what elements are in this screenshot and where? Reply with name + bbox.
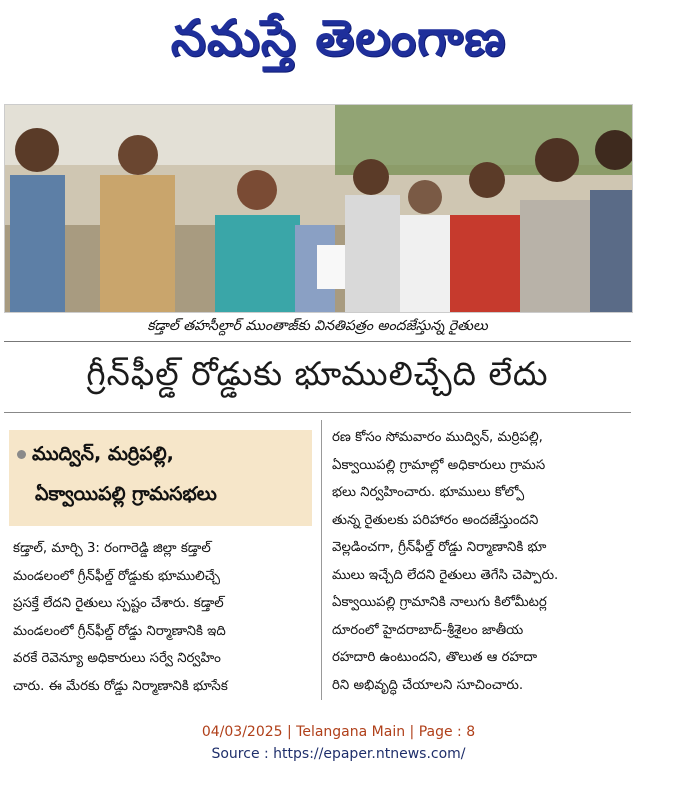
photo-illustration bbox=[5, 105, 632, 312]
column-divider bbox=[321, 420, 322, 700]
headline-divider bbox=[4, 412, 631, 413]
source-link[interactable]: Source : https://epaper.ntnews.com/ bbox=[211, 746, 466, 762]
body-line: ములు ఇచ్చేది లేదని రైతులు తెగేసి చెప్పారు. bbox=[332, 567, 559, 583]
body-line: రహదారి ఉంటుందని, తొలుత ఆ రహదా bbox=[332, 650, 538, 665]
subhead-line-1: ముద్విన్, మర్రిపల్లి, bbox=[32, 443, 174, 465]
body-line: మండలంలో గ్రీన్‌ఫీల్డ్ రోడ్డుకు భూములిచ్చే bbox=[13, 568, 221, 584]
body-line: ఏక్వాయిపల్లి గ్రామాల్లో అధికారులు గ్రామస bbox=[332, 457, 546, 473]
body-line: ఏక్వాయిపల్లి గ్రామానికి నాలుగు కిలోమీటర్ల bbox=[332, 595, 547, 610]
body-line: తున్న రైతులకు పరిహారం అందజేస్తుందని bbox=[332, 512, 539, 528]
masthead-title: నమస్తే తెలంగాణ bbox=[170, 8, 507, 67]
body-line: దూరంలో హైదరాబాద్-శ్రీశైలం జాతీయ bbox=[332, 622, 524, 638]
body-line: రిని అభివృద్ధి చేయాలని సూచించారు. bbox=[332, 677, 524, 693]
bullet-icon bbox=[17, 450, 26, 459]
body-line: చారు. ఈ మేరకు రోడ్డు నిర్మాణానికి భూసేక bbox=[13, 678, 228, 694]
body-line: ప్రసక్తే లేదని రైతులు స్పష్టం చేశారు. కడ్తాల్ bbox=[13, 596, 224, 611]
subhead-line-2: ఏక్వాయిపల్లి గ్రామసభలు bbox=[35, 483, 217, 505]
news-photo bbox=[4, 104, 633, 313]
photo-caption: కడ్తాల్ తహసీల్దార్ ముంతాజ్‌కు వినతిపత్రం అందజేస్తున్న రైతులు bbox=[4, 313, 631, 342]
article-body-right-column bbox=[332, 424, 630, 699]
newspaper-masthead bbox=[0, 4, 677, 84]
body-line: వరకే రెవెన్యూ అధికారులు సర్వే నిర్వహిం bbox=[13, 651, 221, 666]
article-headline: గ్రీన్‌ఫీల్డ్ రోడ్డుకు భూములిచ్చేది లేదు bbox=[86, 353, 549, 393]
edition-info: 04/03/2025 | Telangana Main | Page : 8 bbox=[201, 724, 476, 740]
body-line: వెల్లడించగా, గ్రీన్‌ఫీల్డ్ రోడ్డు నిర్మాణానికి భూ bbox=[332, 540, 547, 555]
body-line: మండలంలో గ్రీన్‌ఫీల్డ్ రోడ్డు నిర్మాణానికి ఇది bbox=[13, 623, 226, 639]
body-line: భలు నిర్వహించారు. భూములు కోల్పో bbox=[332, 485, 525, 500]
body-line: కడ్తాల్, మార్చి 3: రంగారెడ్డి జిల్లా కడ్తాల్ bbox=[13, 541, 211, 556]
body-line: రణ కోసం సోమవారం ముద్విన్, మర్రిపల్లి, bbox=[332, 430, 543, 445]
article-body-left-column bbox=[13, 535, 311, 700]
article-subheading bbox=[9, 430, 312, 526]
